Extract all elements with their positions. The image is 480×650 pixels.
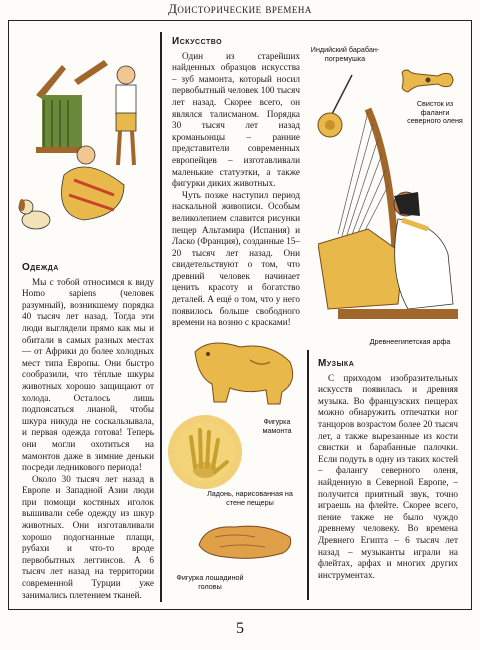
page-header: [0, 0, 480, 22]
page-number: 5: [236, 620, 244, 637]
weaving-illustration: [14, 55, 154, 245]
mammoth-figurine-illustration: [190, 332, 300, 412]
egyptian-harp-illustration: [318, 104, 460, 322]
music-paragraph-1: С приходом изобразительных искусств появилась и древняя музыка. Во французских пещерах можно обнаружить отпечатки ног танцоров возрастом более 20 тысяч лет, а также вырезанные из кости свистки и барабанные палочки. Если подуть в одну из таких костей – фалангу северного оленя, найденную в Северной Европе, – получится приятный звук, точно играешь на флейте. Скорее всего, пение также не было чуждо древнему человеку. Во времена Древнего Египта – 6 тысяч лет назад – музыканты играли на флейтах, арфах и многих других инструментах.: [318, 372, 458, 580]
art-paragraph-1: Один из старейших найденных образцов искусства – зуб мамонта, который носил первобытный человек 100 тысяч лет назад. Скорее всего, он являлся талисманом. Порядка 30 тысяч лет назад кроманьонцы – ранние представители современных европейцев – изготавливали маленькие статуэтки, а также фигурки диких животных.: [172, 50, 300, 189]
art-paragraph-2: Чуть позже наступил период наскальной живописи. Особым великолепием славится рисунки пещер Альтамира (Испания) и Ласко (Франция), созданные 15–20 тысяч лет назад. Они свидетельствуют о том, что древний человек начинает ценить красоту и богатство деталей. А ещё о том, что у него появилось больше свободного времени на возню с красками!: [172, 189, 300, 328]
clothing-paragraph-1: Мы с тобой относимся к виду Homo sapiens (человек разумный), возникшему порядка 40 тысяч лет назад. Тогда эти люди выглядели прямо как мы и обитали в самых разных местах — от Африки до более холодных мест типа Европы. Они быстро сообразили, что тёплые шкуры животных хорошо защищают от холода. Осталось лишь подпоясаться лианой, чтобы шкура никуда не соскальзывала, и первая одежда готова! Теперь они могли охотиться на мамонтов даже в зимние деньки посреди ледникового периода!: [22, 276, 154, 473]
middle-column: [172, 36, 300, 329]
music-heading: Музыка: [318, 358, 355, 369]
drum-caption: Индийский барабан-погремушка: [310, 45, 380, 63]
horse-caption: Фигурка лошадиной головы: [176, 573, 244, 591]
clothing-paragraph-2: Около 30 тысяч лет назад в Европе и Западной Азии люди при помощи костяных иголок вышивали себе одежду из шкур животных. Они изготавливали хорошо подогнанные плащи, рубахи и что-то вроде первобытных леггинсов. А 6 тысяч лет назад на территории современной Турции уже занимались плетением тканей.: [22, 473, 154, 600]
palm-caption: Ладонь, нарисованная на стене пещеры: [207, 489, 293, 507]
horse-head-figurine-illustration: [195, 515, 295, 565]
clothing-heading: Одежда: [22, 262, 59, 273]
left-column: [22, 262, 154, 601]
whistle-caption: Свисток из фаланги северного оленя: [407, 99, 463, 126]
column-divider-left: [160, 32, 162, 602]
right-column: [318, 358, 458, 581]
art-heading: Искусство: [172, 36, 223, 47]
page-title: Доисторические времена: [168, 1, 312, 16]
mammoth-caption: Фигурка мамонта: [262, 417, 292, 435]
bone-whistle-illustration: [398, 66, 456, 96]
harp-caption: Древнеегипетская арфа: [369, 337, 451, 346]
column-divider-right: [307, 350, 309, 600]
palm-print-illustration: [165, 412, 245, 490]
